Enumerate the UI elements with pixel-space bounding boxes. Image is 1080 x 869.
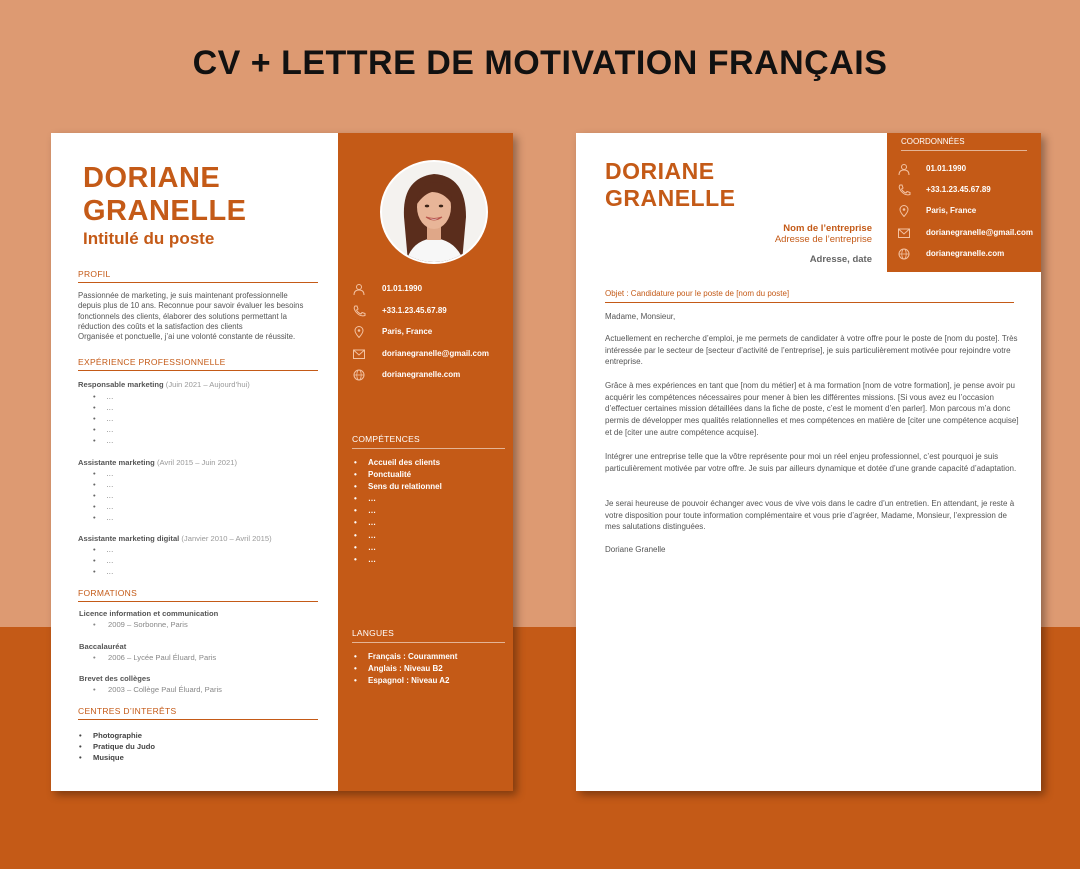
- job-bullet: • …: [93, 544, 114, 555]
- skills-heading: COMPÉTENCES: [352, 434, 505, 449]
- cv-last-name: GRANELLE: [83, 195, 247, 227]
- location-pin-icon: [897, 205, 911, 217]
- job-dates: (Juin 2021 – Aujourd’hui): [165, 380, 250, 389]
- job-dates: (Avril 2015 – Juin 2021): [156, 458, 238, 467]
- contact-value: dorianegranelle.com: [382, 370, 461, 379]
- education-heading: FORMATIONS: [78, 588, 318, 602]
- education-title: Licence information et communication: [79, 609, 219, 618]
- education-title: Baccalauréat: [79, 642, 127, 651]
- education-detail: • 2006 – Lycée Paul Éluard, Paris: [93, 653, 216, 662]
- job-title: Assistante marketing: [78, 458, 155, 467]
- cake-icon: [352, 283, 366, 295]
- job-bullets: [93, 468, 114, 523]
- interest-item: • Musique: [79, 752, 155, 763]
- job-bullet: • …: [93, 468, 114, 479]
- interests-list: [79, 730, 155, 764]
- letter-paragraph: Intégrer une entreprise telle que la vôtre représente pour moi un réel enjeu professionnel, c’est pourquoi je suis particulièrement motivée par votre offre. Je suis par ailleurs dynamique et dotée d’une grande capacité d’adaptation.: [605, 452, 1017, 473]
- letter-subject: Objet : Candidature pour le poste de [nom du poste]: [605, 289, 1014, 303]
- skill-item: • …: [354, 530, 442, 542]
- skill-item: • …: [354, 554, 442, 566]
- company-name: Nom de l’entreprise: [783, 223, 872, 234]
- letter-last-name: GRANELLE: [605, 185, 736, 211]
- interest-item: • Photographie: [79, 730, 155, 741]
- location-pin-icon: [352, 326, 366, 338]
- skill-item: • …: [354, 505, 442, 517]
- letter-signature: Doriane Granelle: [605, 545, 666, 554]
- page-title: CV + LETTRE DE MOTIVATION FRANÇAIS: [192, 44, 888, 82]
- cv-first-name: DORIANE: [83, 162, 221, 194]
- letter-paragraph: Actuellement en recherche d’emploi, je me permets de candidater à votre offre pour le poste de [nom du poste]. Très intéressée par le secteur de [secteur d’activité de l’entreprise], je suis particulièrement motivée pour rejoindre votre entreprise.: [605, 334, 1018, 367]
- job-dates: (Janvier 2010 – Avril 2015): [181, 534, 272, 543]
- languages-heading: LANGUES: [352, 628, 505, 643]
- job-title: Responsable marketing: [78, 380, 164, 389]
- letter-paragraph: Je serai heureuse de pouvoir échanger avec vous de vive vois dans le cadre d’un entretien. En attendant, je reste à votre disposition pour toute information complémentaire et vous prie d’agréer, Madame, Monsieur, l’expression de mes salutations distinguées.: [605, 499, 1015, 532]
- job-bullet: • …: [93, 391, 114, 402]
- job-bullet: • …: [93, 402, 114, 413]
- interest-item: • Pratique du Judo: [79, 741, 155, 752]
- profile-line: Passionnée de marketing, je suis maintenant professionnelle: [78, 291, 288, 300]
- profile-photo: [380, 160, 488, 264]
- interests-heading: CENTRES D’INTERÊTS: [78, 706, 318, 720]
- job-bullet: • …: [93, 424, 114, 435]
- education-detail: • 2009 – Sorbonne, Paris: [93, 620, 188, 629]
- language-item: • Espagnol : Niveau A2: [354, 675, 457, 687]
- skill-item: • Sens du relationnel: [354, 481, 442, 493]
- job-title: Assistante marketing digital: [78, 534, 180, 543]
- job-bullet: • …: [93, 435, 114, 446]
- letter-greeting: Madame, Monsieur,: [605, 312, 676, 321]
- cv-page: [51, 133, 513, 791]
- job-bullet: • …: [93, 555, 114, 566]
- contact-value: +33.1.23.45.67.89: [926, 185, 991, 194]
- language-item: • Français : Couramment: [354, 651, 457, 663]
- coordinates-heading: COORDONNÉES: [901, 137, 1027, 151]
- education-detail: • 2003 – Collège Paul Éluard, Paris: [93, 685, 222, 694]
- address-date: Adresse, date: [809, 254, 872, 265]
- languages-list: [354, 651, 457, 687]
- job-entry: [78, 458, 237, 467]
- cv-left-column: [51, 133, 338, 791]
- contact-value: Paris, France: [382, 327, 433, 336]
- globe-icon: [897, 248, 911, 260]
- profile-text: [78, 291, 318, 342]
- cake-icon: [897, 163, 911, 175]
- job-bullet: • …: [93, 512, 114, 523]
- contact-value: dorianegranelle@gmail.com: [926, 228, 1033, 237]
- contact-value: 01.01.1990: [926, 164, 967, 173]
- letter-paragraph: Grâce à mes expériences en tant que [nom du métier] et à ma formation [nom de votre formation], je pense avoir pu acquérir les compétences nécessaires pour mener à bien les différentes missions. [Si vous avez eu l’occasion d’effectuer certaines mission détaillées dans la fiche de poste, c’est le moment d’en parler]. Mon parcous m’a donc permis de développer mes qualités relationnelles et mes compétences en matière de [citer une compétence acquise] et de [citer une autre compétence acquise].: [605, 381, 1019, 437]
- experience-heading: EXPÉRIENCE PROFESSIONNELLE: [78, 357, 318, 371]
- language-item: • Anglais : Niveau B2: [354, 663, 457, 675]
- profile-line: depuis plus de 10 ans. Reconnue pour savoir évaluer les besoins: [78, 301, 304, 311]
- job-bullet: • …: [93, 413, 114, 424]
- mail-icon: [352, 348, 366, 360]
- letter-name: [605, 158, 736, 212]
- profile-line: fonctionnels des clients, élaborer des solutions permettant la: [78, 311, 287, 321]
- mail-icon: [897, 227, 911, 239]
- profile-line: réduction des coûts et la satisfaction des clients: [78, 321, 243, 331]
- contact-value: dorianegranelle@gmail.com: [382, 349, 489, 358]
- contact-value: +33.1.23.45.67.89: [382, 306, 447, 315]
- education-title: Brevet des collèges: [79, 674, 151, 683]
- job-bullets: [93, 391, 114, 446]
- contact-value: dorianegranelle.com: [926, 249, 1005, 258]
- contact-value: 01.01.1990: [382, 284, 423, 293]
- job-entry: [78, 380, 250, 389]
- globe-icon: [352, 369, 366, 381]
- cv-job-title: Intitulé du poste: [83, 229, 215, 248]
- profile-line: Organisée et ponctuelle, j’ai une volonté constante de réussite.: [78, 332, 296, 342]
- job-bullets: [93, 544, 114, 577]
- skill-item: • …: [354, 517, 442, 529]
- job-bullet: • …: [93, 566, 114, 577]
- skill-item: • …: [354, 542, 442, 554]
- skill-item: • …: [354, 493, 442, 505]
- job-bullet: • …: [93, 501, 114, 512]
- cover-letter-page: [576, 133, 1041, 791]
- skills-list: [354, 457, 442, 566]
- skill-item: • Accueil des clients: [354, 457, 442, 469]
- phone-icon: [352, 305, 366, 317]
- cv-right-column: [338, 133, 513, 791]
- letter-first-name: DORIANE: [605, 158, 715, 184]
- phone-icon: [897, 184, 911, 196]
- cv-name: [83, 162, 247, 228]
- coordinates-box: [887, 133, 1041, 272]
- company-address: Adresse de l’entreprise: [774, 234, 872, 245]
- woman-portrait-image: [382, 162, 486, 262]
- job-entry: [78, 534, 272, 543]
- profile-heading: PROFIL: [78, 269, 318, 283]
- job-bullet: • …: [93, 479, 114, 490]
- contact-value: Paris, France: [926, 206, 977, 215]
- job-bullet: • …: [93, 490, 114, 501]
- skill-item: • Ponctualité: [354, 469, 442, 481]
